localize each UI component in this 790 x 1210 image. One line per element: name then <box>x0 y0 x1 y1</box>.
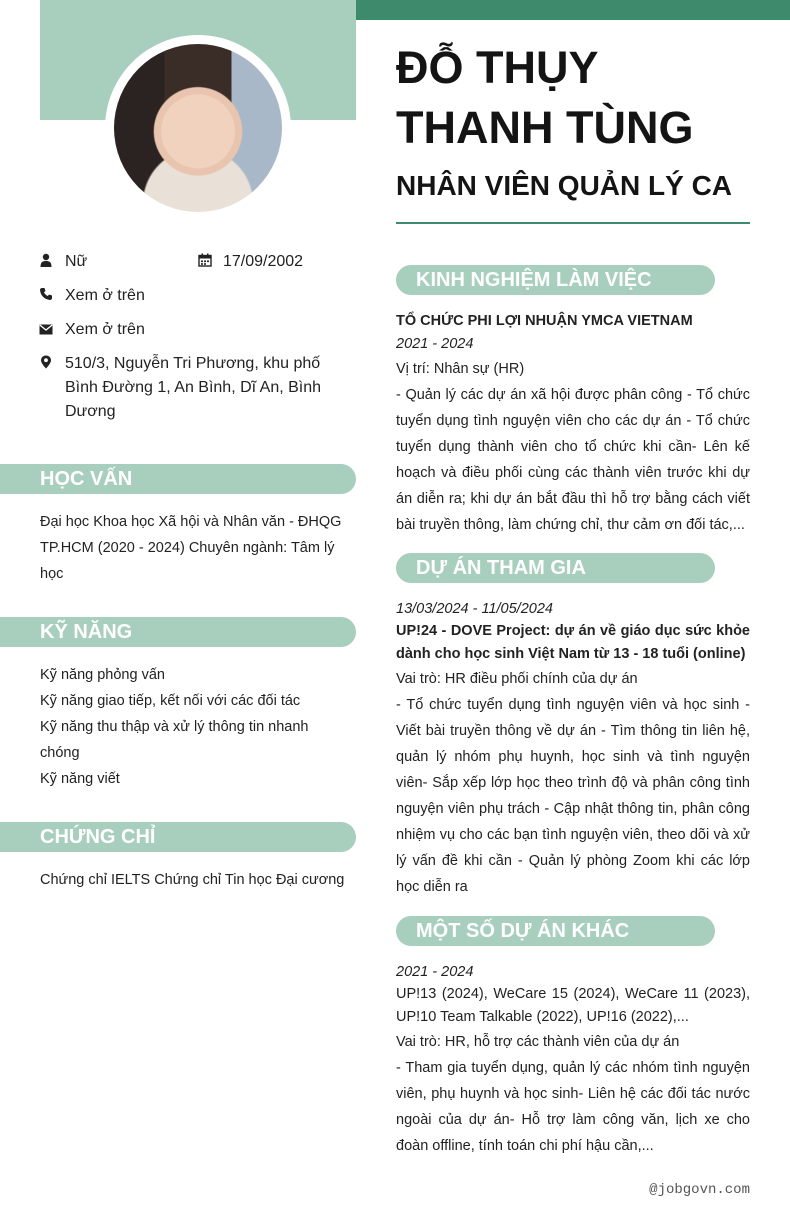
other-projects-heading-label: MỘT SỐ DỰ ÁN KHÁC <box>416 920 630 942</box>
certificates-heading <box>0 822 356 852</box>
experience-role: Vị trí: Nhân sự (HR) <box>396 361 525 377</box>
education-heading-label: HỌC VẤN <box>40 468 133 490</box>
location-icon <box>39 355 53 369</box>
other-projects-period: 2021 - 2024 <box>396 964 474 980</box>
watermark: @jobgovn.com <box>649 1182 750 1198</box>
certificates-text: Chứng chỉ IELTS Chứng chỉ Tin học Đại cương <box>40 872 345 888</box>
experience-description: - Quản lý các dự án xã hội được phân công - Tổ chức tuyển dụng tình nguyện viên cho các dự án - Tổ chức tuyển dụng thành viên cho tổ chức khi cần- Lên kế hoạch và điều phối cùng các thành viên trước khi dự án diễn ra; khi dự án bắt đầu thì hỗ trợ bằng cách viết bài truyền thông, làm chứng chỉ, thư cảm ơn đối tác,... <box>396 387 750 533</box>
project-name: UP!24 - DOVE Project: dự án về giáo dục sức khỏe dành cho học sinh Việt Nam từ 13 - 18 tuổi (online) <box>396 623 750 662</box>
education-text: Đại học Khoa học Xã hội và Nhân văn - ĐHQG TP.HCM (2020 - 2024) Chuyên ngành: Tâm lý học <box>40 514 342 582</box>
project-role: Vai trò: HR điều phối chính của dự án <box>396 671 638 687</box>
other-projects-section <box>396 961 750 1159</box>
person-icon <box>39 253 53 267</box>
other-projects-role: Vai trò: HR, hỗ trợ các thành viên của dự án <box>396 1034 680 1050</box>
skill-item: Kỹ năng phỏng vấn <box>40 667 165 683</box>
skill-item: Kỹ năng thu thập và xử lý thông tin nhanh chóng <box>40 719 309 761</box>
phone: Xem ở trên <box>65 287 145 304</box>
other-projects-heading <box>396 916 715 946</box>
projects-heading-label: DỰ ÁN THAM GIA <box>416 557 586 579</box>
birthday: 17/09/2002 <box>223 253 304 270</box>
email: Xem ở trên <box>65 321 145 338</box>
certificates-heading-label: CHỨNG CHỈ <box>40 826 156 848</box>
skills-heading <box>0 617 356 647</box>
email-icon <box>39 322 53 336</box>
top-accent-bar <box>356 0 790 20</box>
project-period: 13/03/2024 - 11/05/2024 <box>396 601 553 617</box>
phone-icon <box>39 287 53 301</box>
education-heading <box>0 464 356 494</box>
experience-heading <box>396 265 715 295</box>
gender: Nữ <box>65 253 88 270</box>
projects-section <box>396 598 750 900</box>
other-projects-name: UP!13 (2024), WeCare 15 (2024), WeCare 11 (2023), UP!10 Team Talkable (2022), UP!16 (2022),... <box>396 986 750 1025</box>
title-divider <box>396 222 750 224</box>
avatar <box>114 44 282 212</box>
projects-heading <box>396 553 715 583</box>
job-title: NHÂN VIÊN QUẢN LÝ CA <box>396 170 733 201</box>
address: 510/3, Nguyễn Tri Phương, khu phố Bình Đường 1, An Bình, Dĩ An, Bình Dương <box>65 355 322 420</box>
experience-period: 2021 - 2024 <box>396 336 474 352</box>
experience-heading-label: KINH NGHIỆM LÀM VIỆC <box>416 269 652 291</box>
skills-list <box>40 662 350 792</box>
name-line-2: THANH TÙNG <box>396 102 694 153</box>
skill-item: Kỹ năng giao tiếp, kết nối với các đối tác <box>40 693 301 709</box>
other-projects-description: - Tham gia tuyển dụng, quản lý các nhóm tình nguyện viên, phụ huynh và học sinh- Liên hệ các đối tác nước ngoài của dự án- Hỗ trợ làm công văn, lịch xe cho đoàn offline, tính toán chi phí hậu cần,... <box>396 1060 750 1154</box>
experience-org: TỔ CHỨC PHI LỢI NHUẬN YMCA VIETNAM <box>396 313 693 329</box>
project-description: - Tổ chức tuyển dụng tình nguyện viên và học sinh - Viết bài truyền thông về dự án - Tìm thông tin liên hệ, quản lý nhóm phụ huynh, học sinh và tình nguyện viên- Sắp xếp lớp học theo trình độ và phân công tình nguyện viên phụ trách - Cập nhật thông tin, phân công nhiệm vụ cho các bạn tình nguyện viên, theo dõi và xử lý vấn đề khi cần - Quản lý phòng Zoom khi các lớp học diễn ra <box>396 697 750 895</box>
skills-heading-label: KỸ NĂNG <box>40 621 133 643</box>
experience-section <box>396 310 750 538</box>
calendar-icon <box>198 253 212 267</box>
candidate-name <box>396 38 756 158</box>
name-line-1: ĐỖ THỤY <box>396 42 599 93</box>
skill-item: Kỹ năng viết <box>40 771 120 787</box>
